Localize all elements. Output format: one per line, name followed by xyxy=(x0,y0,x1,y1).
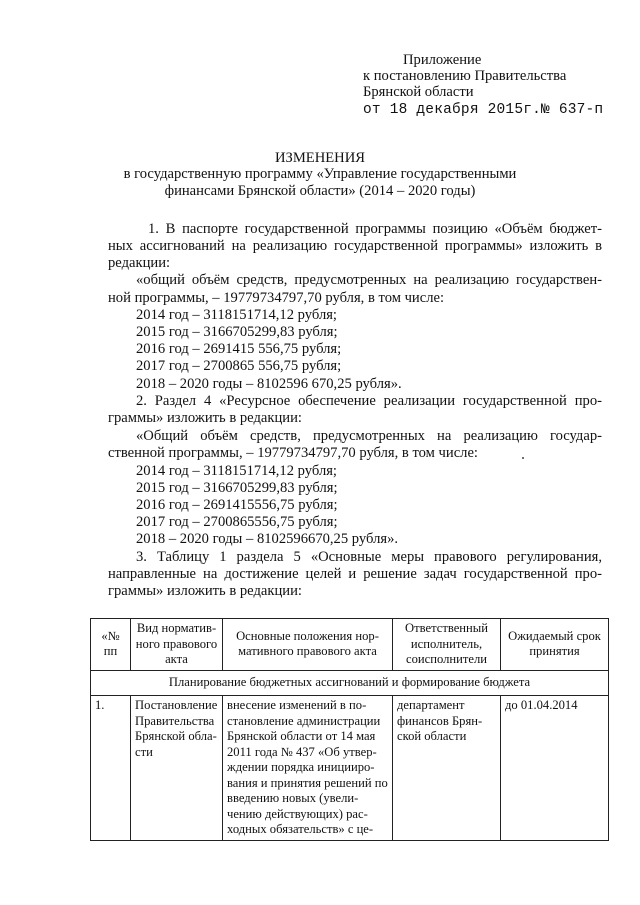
paragraph-3-line-2: направленные на достижение целей и решение задач государственной про- xyxy=(108,566,602,582)
regulation-measures-table xyxy=(90,618,609,841)
year-list-2-item: 2017 год – 2700865556,75 рубля; xyxy=(136,514,338,530)
paragraph-2-line-1: 2. Раздел 4 «Ресурсное обеспечение реализации государственной про- xyxy=(136,393,602,409)
year-list-2-item: 2016 год – 2691415556,75 рубля; xyxy=(136,497,338,513)
appendix-line-3: Брянской области xyxy=(363,84,474,100)
year-list-1-item: 2016 год – 2691415 556,75 рубля; xyxy=(136,341,342,357)
stray-mark xyxy=(522,457,524,459)
row-act-content: внесение изменений в по-становление администрации Брянской области от 14 мая 2011 года № 437 «Об утвер-ждении порядка иницииро-вания и принятия решений по введению новых (увели-чению действующих) рас-ходных обязательств» с це- xyxy=(223,696,393,841)
document-subtitle-1: в государственную программу «Управление государственными xyxy=(123,166,517,182)
year-list-2-item: 2018 – 2020 годы – 8102596670,25 рубля». xyxy=(136,531,399,547)
section-title: Планирование бюджетных ассигнований и формирование бюджета xyxy=(91,670,609,696)
document-title: ИЗМЕНЕНИЯ xyxy=(274,150,365,166)
paragraph-3-line-3: граммы» изложить в редакции: xyxy=(108,583,302,599)
year-list-1-item: 2017 год – 2700865 556,75 рубля; xyxy=(136,358,342,374)
header-deadline: Ожидаемый срок принятия xyxy=(501,619,609,671)
table-header-row xyxy=(91,619,609,671)
appendix-line-1: Приложение xyxy=(403,52,482,68)
table-row xyxy=(91,696,609,841)
document-subtitle-2: финансами Брянской области» (2014 – 2020 годы) xyxy=(164,183,476,199)
year-list-1-item: 2014 год – 3118151714,12 рубля; xyxy=(136,307,337,323)
header-act-type: Вид норматив-ного правового акта xyxy=(131,619,223,671)
paragraph-1-line-2: ных ассигнований на реализацию государственной программы» изложить в xyxy=(108,238,602,254)
paragraph-1-line-1: 1. В паспорте государственной программы позицию «Объём бюджет- xyxy=(148,221,602,237)
header-executor: Ответственный исполнитель, соисполнители xyxy=(393,619,501,671)
quote-2-line-1: «Общий объём средств, предусмотренных на реализацию государ- xyxy=(136,428,602,444)
row-act-type: Постановление Правительства Брянской обла-сти xyxy=(131,696,223,841)
row-executor: департамент финансов Брян-ской области xyxy=(393,696,501,841)
header-act-content: Основные положения нор-мативного правового акта xyxy=(223,619,393,671)
quote-1-line-1: «общий объём средств, предусмотренных на реализацию государствен- xyxy=(136,272,602,288)
header-number: «№ пп xyxy=(91,619,131,671)
year-list-2-item: 2014 год – 3118151714,12 рубля; xyxy=(136,463,337,479)
appendix-line-2: к постановлению Правительства xyxy=(363,68,567,84)
paragraph-1-line-3: редакции: xyxy=(108,255,171,271)
appendix-date-number: от 18 декабря 2015г.№ 637-п xyxy=(363,102,604,118)
row-number: 1. xyxy=(91,696,131,841)
quote-1-line-2: ной программы, – 19779734797,70 рубля, в том числе: xyxy=(108,290,445,306)
quote-2-line-2: ственной программы, – 19779734797,70 рубля, в том числе: xyxy=(108,445,478,461)
year-list-2-item: 2015 год – 3166705299,83 рубля; xyxy=(136,480,338,496)
paragraph-2-line-2: граммы» изложить в редакции: xyxy=(108,410,302,426)
row-deadline: до 01.04.2014 xyxy=(501,696,609,841)
table-section-row xyxy=(91,670,609,696)
paragraph-3-line-1: 3. Таблицу 1 раздела 5 «Основные меры правового регулирования, xyxy=(136,549,602,565)
year-list-1-item: 2018 – 2020 годы – 8102596 670,25 рубля». xyxy=(136,376,402,392)
year-list-1-item: 2015 год – 3166705299,83 рубля; xyxy=(136,324,338,340)
